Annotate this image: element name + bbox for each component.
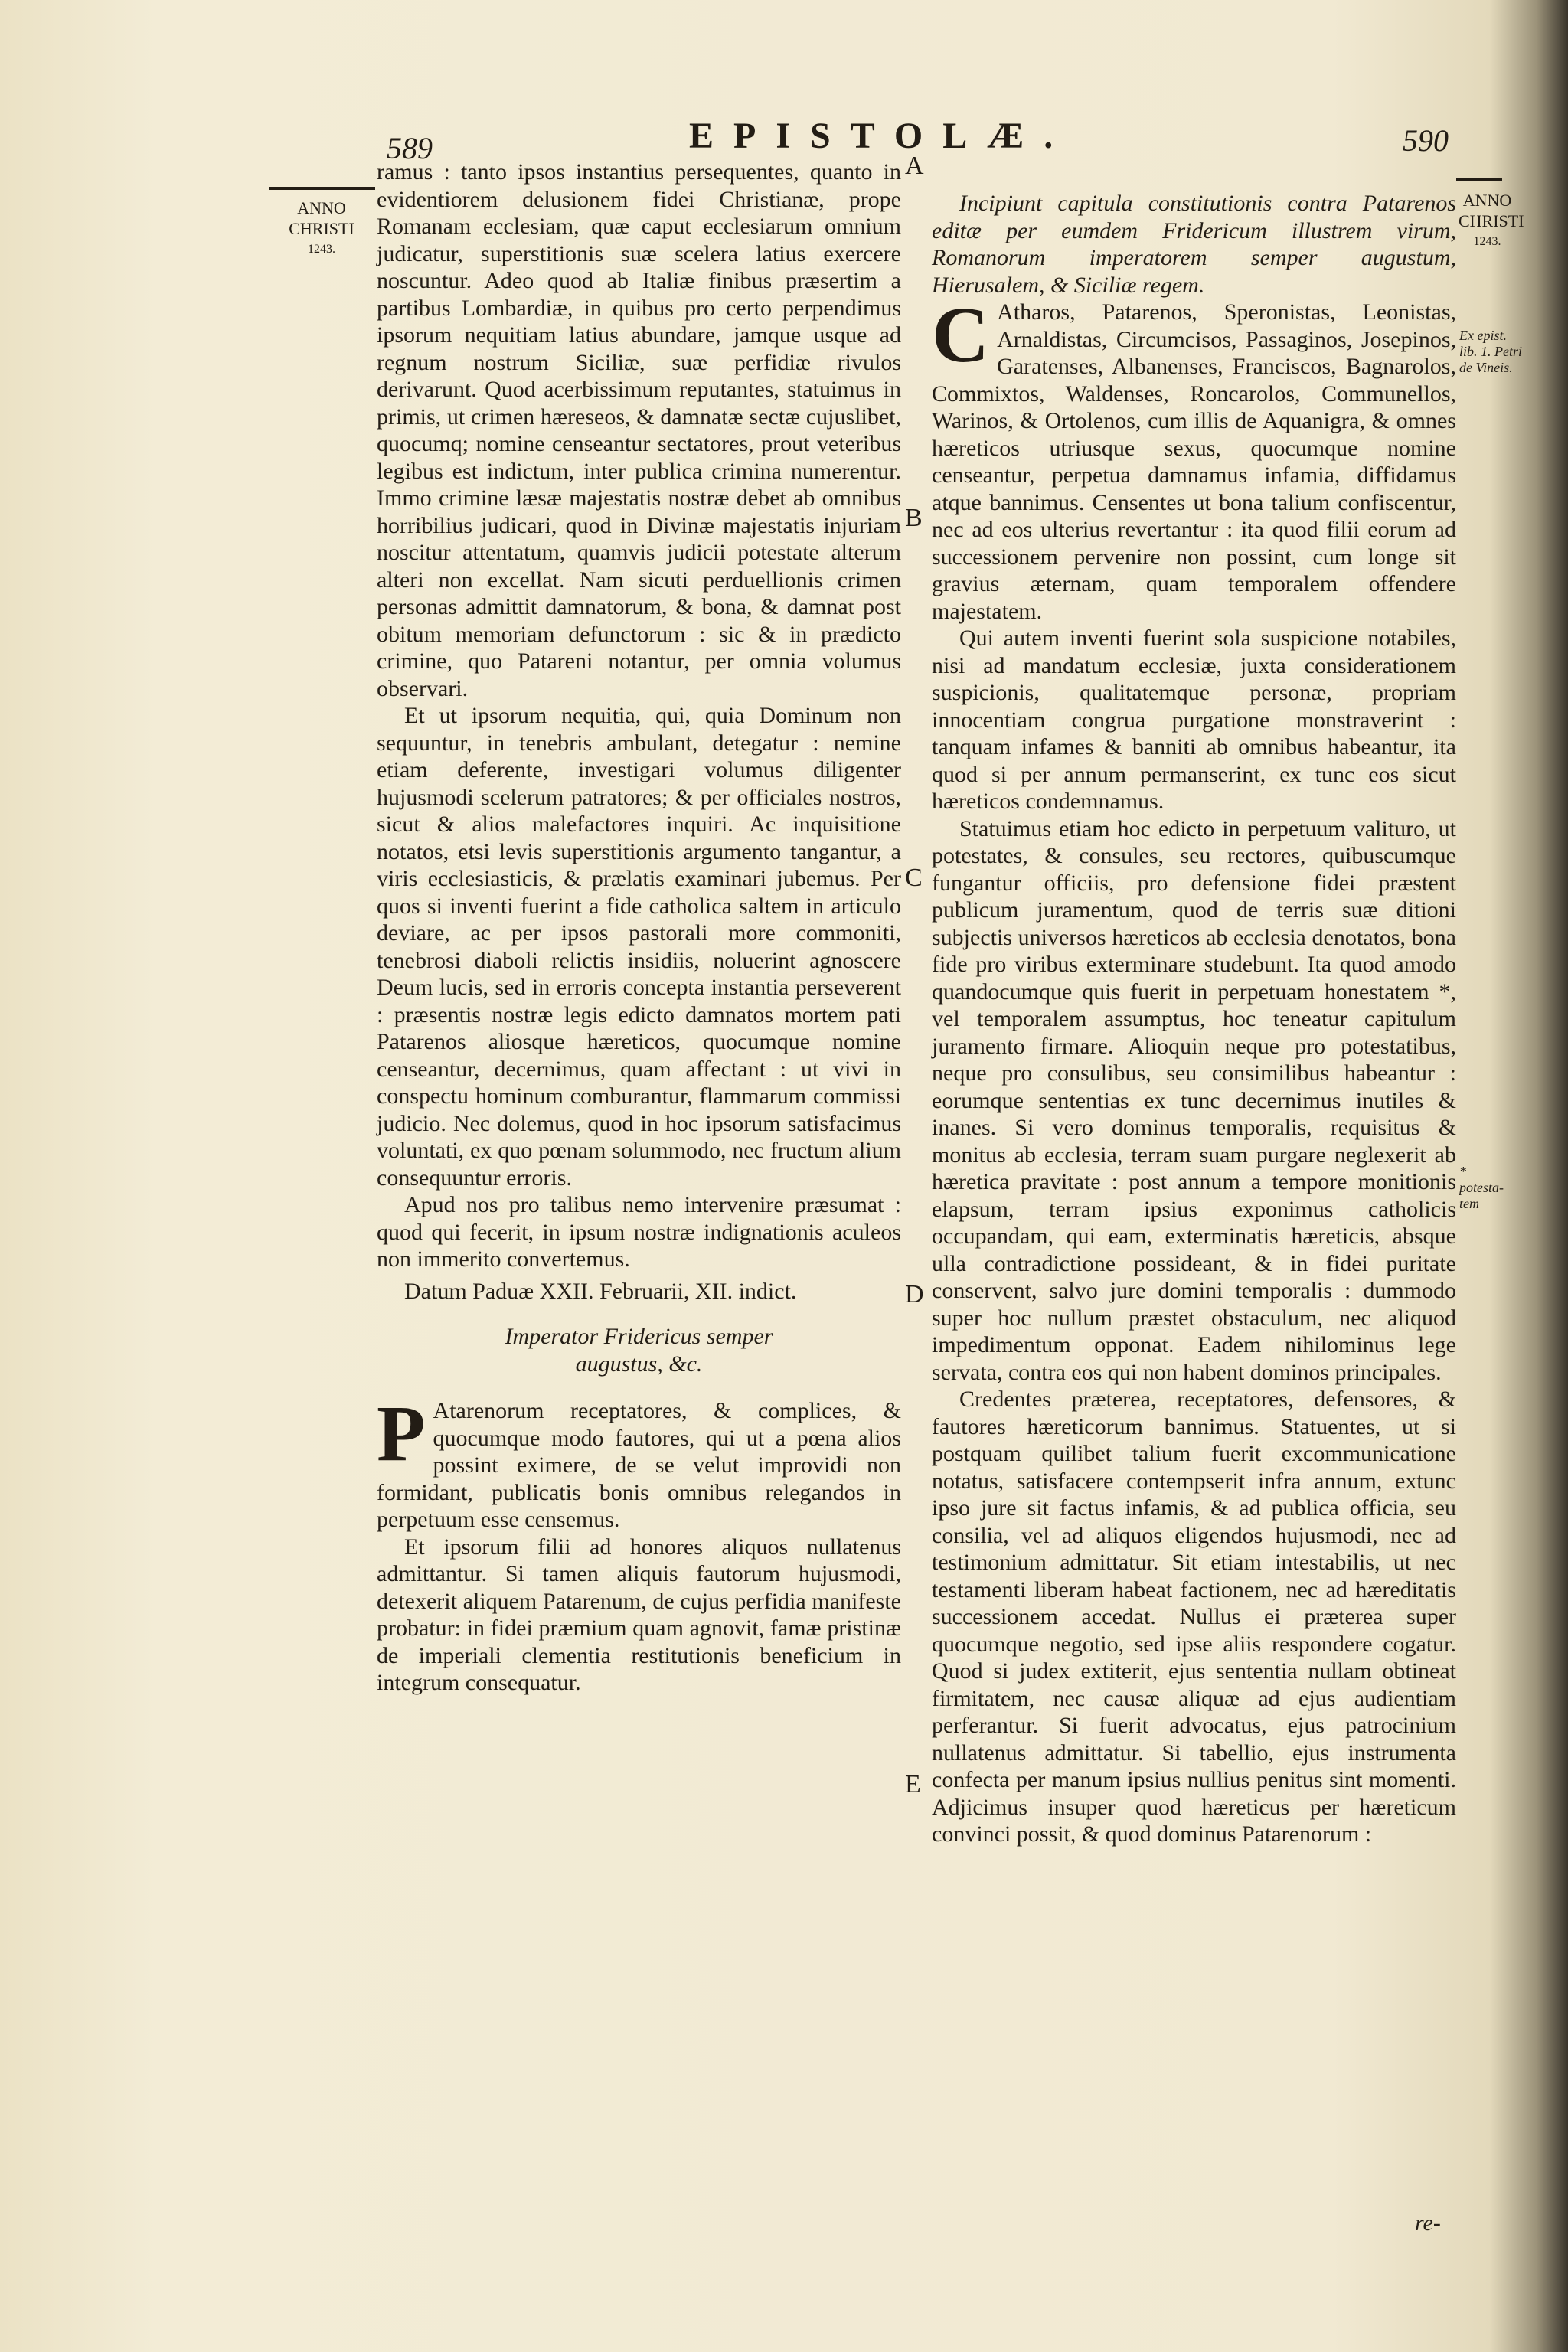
left-paragraph-4-text: Atarenorum receptatores, & complices, & quocumque modo fautores, qui ut a pœna alios possint eximere, de se velut improvidi non formidant, publicatis bonis omnibus relegandos in perpetuum esse censemus.: [377, 1398, 901, 1532]
source-note-line: Ex epist.: [1459, 328, 1507, 343]
source-note-line: lib. 1. Petri: [1459, 344, 1522, 359]
page-header: [0, 115, 1568, 165]
anno-label: ANNO: [1462, 191, 1512, 210]
year-note-right: [1459, 190, 1524, 252]
catchword: re-: [1415, 2210, 1441, 2236]
running-title: EPISTOLÆ.: [689, 116, 1073, 156]
christi-label: CHRISTI: [1459, 211, 1524, 230]
section-letter-c: C: [905, 864, 923, 892]
left-paragraph-2: Et ut ipsorum nequitia, qui, quia Dominum non sequuntur, in tenebris ambulant, detegatur : nemine etiam deferente, investigari volumus diligenter hujusmodi scelerum patratores; & per officiales nostros, sicut & alios malefactores inquiri. Ac inquisitione notatos, etsi levis superstitionis argumento tangantur, a viris ecclesiasticis, & prælatis examinari jubemus. Per quos si inventi fuerint a fide catholica saltem in articulo deviare, ac per ipsos pastorali more commoniti, tenebrosi diaboli relictis insidiis, noluerint agnoscere Deum lucis, sed in erroris concepta instantia perseverent : præsentis nostræ legis edicto damnatos mortem pati Patarenos aliosque hæreticos, quocumque nomine censeantur, decernimus, quam affectant : ut vivi in conspectu hominum comburantur, flammarum commissi judicio. Nec dolemus, quod in hoc ipsorum satisfacimus voluntati, ex quo pœnam solummodo, nec fructum alium consequuntur erroris.: [377, 703, 901, 1191]
drop-cap-c: C: [932, 291, 990, 379]
section-heading-line-1: Imperator Fridericus semper: [505, 1324, 773, 1349]
source-note-line: de Vineis.: [1459, 360, 1513, 375]
dating-line: Datum Paduæ XXII. Februarii, XII. indict.: [404, 1278, 797, 1304]
year-label: 1243.: [308, 243, 335, 256]
left-rule: [270, 187, 375, 190]
anno-label: ANNO: [297, 198, 346, 217]
right-paragraph-2: Qui autem inventi fuerint sola suspicione notabiles, nisi ad mandatum ecclesiæ, juxta considerationem suspicionis, qualitatemque personæ, propriam innocentiam congrua purgatione monstraverint : tanquam infames & banniti ab omnibus habeantur, ita quod si per annum permanserint, ex tunc eos sicut hæreticos condemnamus.: [932, 626, 1456, 814]
left-column: [377, 158, 901, 1697]
section-letter-a: A: [905, 152, 924, 180]
right-paragraph-1-text: Atharos, Patarenos, Speronistas, Leonistas, Arnaldistas, Circumcisos, Passaginos, Josepinos, Garatenses, Albanenses, Franciscos, Bagnarolos, Commixtos, Waldenses, Roncarolos, Communellos, Warinos, & Ortolenos, cum illis de Aquanigra, & omnes hæreticos utriusque sexus, quocumque nomine censeantur, perpetua damnamus infamia, diffidamus atque bannimus. Censentes ut bona talium confiscentur, nec ad eos ulterius revertantur : ita quod filii eorum ad successionem pervenire non possint, cum longe sit gravius æternam, quam temporalem offendere majestatem.: [932, 299, 1456, 624]
right-column: [932, 190, 1456, 1848]
section-heading-line-2: augustus, &c.: [575, 1351, 703, 1377]
christi-label: CHRISTI: [289, 219, 354, 238]
page-number-left: 589: [387, 131, 433, 165]
drop-cap-p: P: [377, 1390, 426, 1478]
section-heading: [377, 1323, 901, 1377]
left-paragraph-1: ramus : tanto ipsos instantius persequentes, quanto in evidentiorem delusionem fidei Christianæ, prope Romanam ecclesiam, quæ caput ecclesiarum omnium judicatur, superstitionis suæ scelera latius exercere noscuntur. Adeo quod ab Italiæ finibus præsertim a partibus Lombardiæ, in quibus pro certo perpendimus ipsorum nequitiam latius abundare, jamque usque ad regnum nostrum Siciliæ, suæ perfidiæ rivulos derivarunt. Quod acerbissimum reputantes, statuimus in primis, ut crimen hæreseos, & damnatæ sectæ cujuslibet, quocumq; nomine censeantur sectatores, prout veteribus legibus est indictum, inter publica crimina numerentur. Immo crimine læsæ majestatis nostræ debet ab omnibus horribilius judicari, quod in Divinæ majestatis injuriam noscitur attentatum, quamvis judicii potestate alterum alteri non excellat. Nam sicuti perduellionis crimen personas admittit damnatorum, & bona, & damnat post obitum memoriam defunctorum : sic & in prædicto crimine, quo Patareni notantur, per omnia volumus observari.: [377, 159, 901, 701]
left-paragraph-3: Apud nos pro talibus nemo intervenire præsumat : quod qui fecerit, in ipsum nostræ indignationis aculeos non immerito convertemus.: [377, 1192, 901, 1272]
year-note-left: [283, 198, 360, 260]
left-paragraph-4: [377, 1390, 901, 1534]
potestatem-note: * potesta-tem: [1459, 1164, 1504, 1211]
chapter-heading: Incipiunt capitula constitutionis contra Patarenos editæ per eumdem Fridericum illustrem virum, Romanorum imperatorem semper augustum, Hierusalem, & Siciliæ regem.: [932, 191, 1456, 298]
page-number-right: 590: [1403, 123, 1449, 158]
right-paragraph-4: Credentes præterea, receptatores, defensores, & fautores hæreticorum bannimus. Statuentes, ut si postquam quilibet talium fuerit excommunicatione notatus, satisfacere contempserit infra annum, extunc ipso jure sit factus infamis, & ad publica officia, seu consilia, vel ad aliquos eligendos hujusmodi, nec ad testimonium admittatur. Sit etiam intestabilis, ut nec testamenti liberam habeat factionem, nec ad hæreditatis successionem accedat. Nullus ei præterea super quocumque negotio, sed ipse aliis respondere cogatur. Quod si judex extiterit, ejus sententia nullam obtineat firmitatem, nec causæ aliquæ ad ejus audientiam perferantur. Si fuerit advocatus, ejus patrocinium nullatenus admittatur. Si tabellio, ejus instrumenta confecta per manum ipsius nullius penitus sint momenti. Adjicimus insuper quod hæreticus per hæreticum convinci possit, & quod dominus Patarenorum :: [932, 1387, 1456, 1847]
section-letter-d: D: [905, 1280, 924, 1308]
section-letter-e: E: [905, 1770, 921, 1798]
right-paragraph-3: Statuimus etiam hoc edicto in perpetuum valituro, ut potestates, & consules, seu rectores, quibuscumque fungantur officiis, pro defensione fidei præstent publicum juramentum, quod de terris suæ ditioni subjectis universos hæreticos ab ecclesia denotatos, bona fide pro viribus exterminare studebunt. Ita quod amodo quandocumque quis fuerit in perpetuam honestatem *, vel temporalem assumptus, hoc teneatur capitulum juramento firmare. Alioquin neque pro potestatibus, neque pro consulibus, seu consimilibus habeantur : eorumque sententias ex tunc decernimus inutiles & inanes. Si vero dominus temporalis, requisitus & monitus ab ecclesia, terram suam purgare neglexerit ab hæretica pravitate : post annum a tempore monitionis elapsum, terram ipsius exponimus catholicis occupandam, qui eam, exterminatis hæreticis, absque ulla contradictione possideant, & in fidei puritate conservent, salvo jure domini temporalis : dummodo super hoc nullum præstet obstaculum, nec aliquod impedimentum opponat. Eadem nihilominus lege servata, contra eos qui non habent dominos principales.: [932, 815, 1456, 1385]
section-letter-b: B: [905, 504, 923, 532]
right-rule: [1456, 178, 1502, 181]
left-paragraph-5: Et ipsorum filii ad honores aliquos nullatenus admittantur. Si tamen aliquis fautorum hujusmodi, detexerit aliquem Patarenum, de cujus perfidia manifeste probatur: in fidei præmium quam agnovit, famæ pristinæ de imperiali clementia restitutionis beneficium in integrum consequatur.: [377, 1534, 901, 1695]
year-label: 1243.: [1473, 235, 1501, 248]
right-paragraph-1: [932, 291, 1456, 625]
source-note: [1459, 328, 1528, 376]
